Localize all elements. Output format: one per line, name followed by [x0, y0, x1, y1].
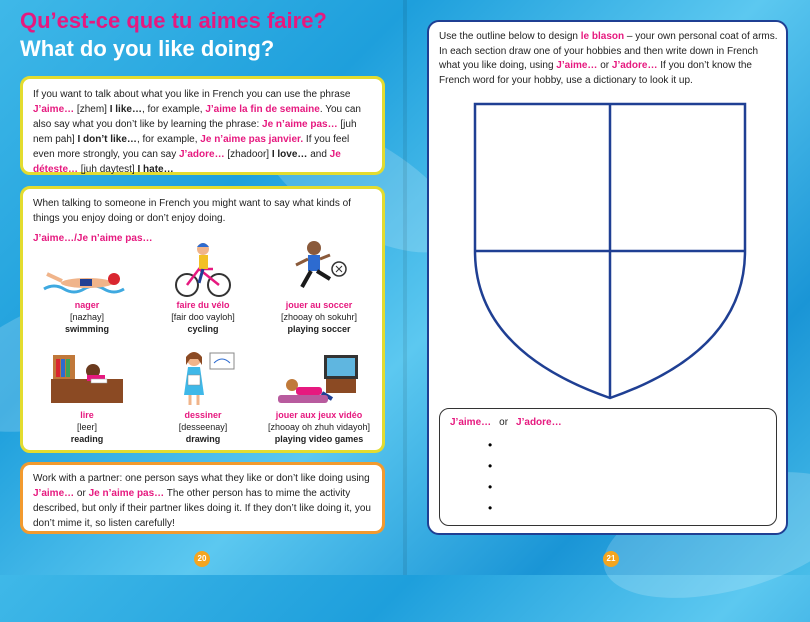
- activity-en: reading: [70, 434, 104, 444]
- activity-pron: [zhooay oh zhuh vidayoh]: [267, 422, 371, 432]
- page-title-french: Qu’est-ce que tu aimes faire?: [20, 8, 327, 33]
- intro-text: If you want to talk about what you like in French you can use the phrase: [33, 89, 351, 100]
- swimmer-icon: [31, 239, 143, 299]
- activity-reading: [31, 349, 143, 445]
- phrase-jadore: J’adore…: [611, 60, 658, 71]
- instructions-text: – your own personal coat of arms. In each section draw one of your hobbies and then write down in French what you like doing, using: [439, 31, 778, 71]
- instructions-text: Use the outline below to design: [439, 31, 581, 42]
- answer-or: or: [499, 417, 509, 428]
- page-number-left: 20: [194, 551, 210, 567]
- example-phrase: J’aime la fin de semaine: [205, 104, 320, 115]
- partner-box: [20, 462, 385, 534]
- activity-fr: faire du vélo: [176, 300, 230, 310]
- intro-text: , for example,: [141, 104, 206, 115]
- meaning-i-love: I love…: [271, 149, 308, 160]
- answer-line[interactable]: •: [488, 480, 493, 494]
- partner-text: The other person has to mime the activity described, but only if their partner likes doing it. If they don’t like doing it, you don’t mime it, so listen carefully!: [33, 488, 371, 529]
- activities-box: [20, 186, 385, 453]
- left-page: [0, 0, 405, 575]
- intro-text: . You can also say what you don’t like by learning the phrase:: [33, 104, 361, 130]
- activity-en: cycling: [187, 324, 219, 334]
- activity-video-games: [263, 349, 375, 445]
- activity-pron: [zhooay oh sokuhr]: [280, 312, 358, 322]
- activity-fr: jouer aux jeux vidéo: [275, 410, 363, 420]
- meaning-i-dont-like: I don’t like…: [77, 134, 137, 145]
- phrase-je-deteste: Je déteste…: [33, 149, 341, 175]
- activity-drawing: [147, 349, 259, 445]
- cyclist-icon: [147, 239, 259, 299]
- answer-label-jaime: J’aime…: [450, 417, 492, 428]
- answer-line[interactable]: •: [488, 459, 493, 473]
- reader-icon: [31, 349, 143, 409]
- instructions-text: or: [597, 60, 612, 71]
- answer-box[interactable]: [439, 408, 777, 526]
- shield-outline[interactable]: [472, 101, 748, 401]
- intro-text: and: [307, 149, 330, 160]
- meaning-i-hate: I hate…: [137, 164, 174, 175]
- coat-of-arms-box: [427, 20, 788, 535]
- activity-fr: lire: [80, 410, 94, 420]
- activity-pron: [desseenay]: [178, 422, 228, 432]
- activity-soccer: [263, 239, 375, 335]
- phrase-jaime: J’aime…: [33, 488, 75, 499]
- partner-text: Work with a partner: one person says what they like or don’t like doing using: [33, 473, 370, 484]
- instructions: [439, 30, 779, 88]
- right-page: [405, 0, 810, 575]
- activity-en: swimming: [64, 324, 109, 334]
- activity-fr: jouer au soccer: [285, 300, 353, 310]
- answer-line[interactable]: •: [488, 438, 493, 452]
- activity-en: drawing: [185, 434, 221, 444]
- phrase-jaime: J’aime…: [556, 60, 598, 71]
- intro-box: [20, 76, 385, 175]
- page-number-right: 21: [603, 551, 619, 567]
- phrase-je-naime-pas: Je n’aime pas…: [262, 119, 338, 130]
- answer-lines: [488, 438, 766, 522]
- term-le-blason: le blason: [580, 31, 625, 42]
- instructions-text: If you don’t know the French word for your hobby, use a dictionary to look it up.: [439, 60, 752, 86]
- phrase-jaime: J’aime…: [33, 104, 75, 115]
- activity-en: playing soccer: [287, 324, 351, 334]
- phrase-jadore: J’adore…: [179, 149, 225, 160]
- intro-text: If you feel even more strongly, you can say: [33, 134, 350, 160]
- intro-text: [zhadoor]: [224, 149, 272, 160]
- activity-fr: dessiner: [184, 410, 222, 420]
- activity-pron: [nazhay]: [69, 312, 105, 322]
- answer-line[interactable]: •: [488, 501, 493, 515]
- soccer-player-icon: [263, 239, 375, 299]
- activity-pron: [fair doo vayloh]: [171, 312, 235, 322]
- example-phrase: Je n’aime pas janvier.: [200, 134, 304, 145]
- phrase-je-naime-pas: Je n’aime pas…: [88, 488, 165, 499]
- partner-text: or: [74, 488, 89, 499]
- activities-intro: When talking to someone in French you might want to say what kinds of things you enjoy doing or don’t enjoy doing.: [33, 198, 351, 224]
- activity-swimming: [31, 239, 143, 335]
- meaning-i-like: I like…: [109, 104, 142, 115]
- activity-fr: nager: [74, 300, 100, 310]
- intro-text: [zhem]: [74, 104, 110, 115]
- intro-text: [juh daytest]: [78, 164, 138, 175]
- page-title-english: What do you like doing?: [20, 36, 275, 61]
- intro-text: [juh nem pah]: [33, 119, 357, 145]
- activity-cycling: [147, 239, 259, 335]
- gamer-icon: [263, 349, 375, 409]
- activity-en: playing video games: [274, 434, 364, 444]
- answer-label-jadore: J’adore…: [516, 417, 562, 428]
- activities-subhead: J’aime…/Je n’aime pas…: [33, 233, 153, 244]
- activity-pron: [leer]: [76, 422, 97, 432]
- artist-icon: [147, 349, 259, 409]
- intro-text: , for example,: [136, 134, 201, 145]
